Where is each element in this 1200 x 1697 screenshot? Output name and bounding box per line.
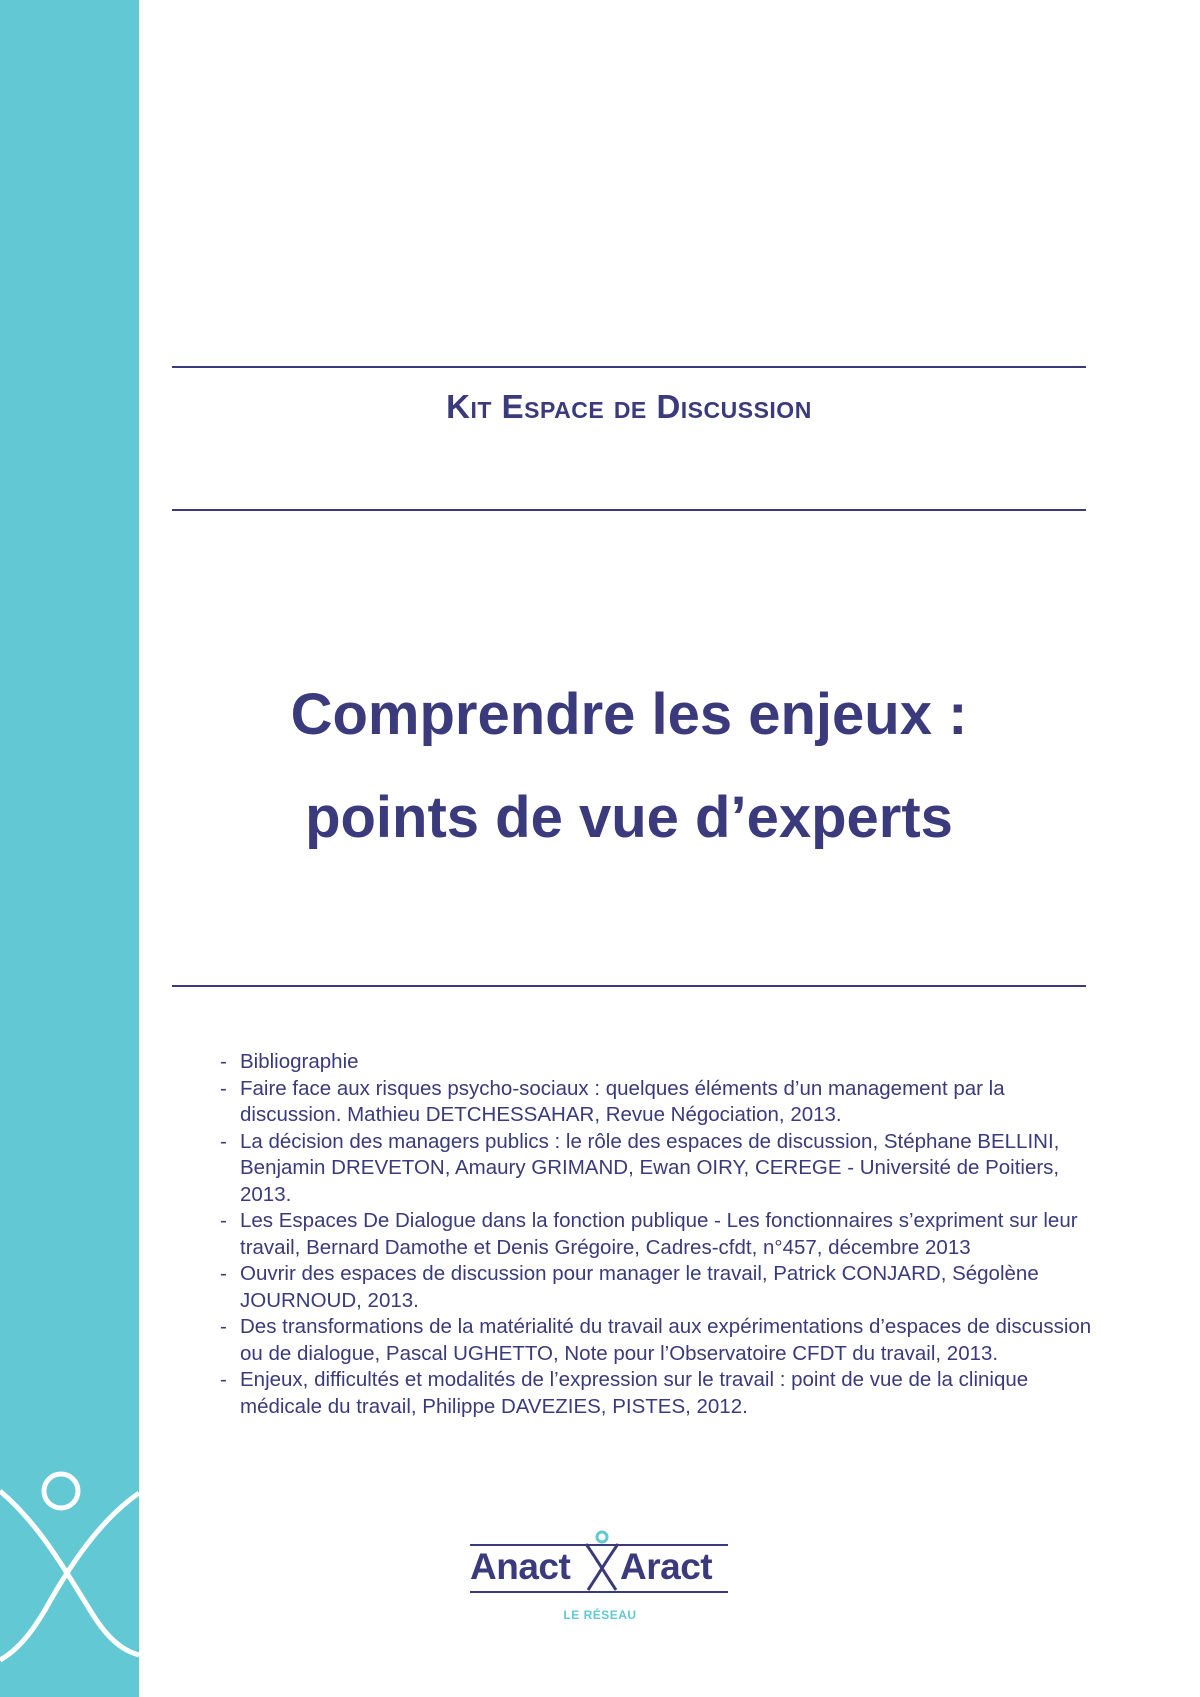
logo-right-word: Aract <box>620 1546 713 1587</box>
divider-middle <box>172 509 1086 511</box>
logo-cross-icon <box>582 1530 622 1594</box>
logo-left-word: Anact <box>470 1546 571 1587</box>
side-band <box>0 0 139 1697</box>
list-item: - Les Espaces De Dialogue dans la fonction publique - Les fonctionnaires s’expriment sur leur travail, Bernard Damothe et Denis Grégoire, Cadres-cfdt, n°457, décembre 2013 <box>218 1208 1098 1261</box>
logo-rule-bottom <box>470 1591 728 1593</box>
list-item: - Faire face aux risques psycho-sociaux : quelques éléments d’un management par la discussion. Mathieu DETCHESSAHAR, Revue Négociation, 2013. <box>218 1076 1098 1129</box>
divider-top <box>172 366 1086 368</box>
kit-title: Kit Espace de Discussion <box>446 388 812 425</box>
list-item: - La décision des managers publics : le rôle des espaces de discussion, Stéphane BELLINI, Benjamin DREVETON, Amaury GRIMAND, Ewan OIRY, CEREGE - Université de Poitiers, 2013. <box>218 1129 1098 1209</box>
list-item: - Bibliographie <box>218 1049 1098 1076</box>
list-item: - Ouvrir des espaces de discussion pour manager le travail, Patrick CONJARD, Ségolène JOURNOUD, 2013. <box>218 1261 1098 1314</box>
logo-tagline: LE RÉSEAU <box>563 1608 637 1622</box>
bibliography-list <box>218 1049 1098 1420</box>
main-title <box>172 663 1086 869</box>
figure-mark-icon <box>0 0 139 1697</box>
divider-bottom <box>172 985 1086 987</box>
list-item: - Des transformations de la matérialité du travail aux expérimentations d’espaces de discussion ou de dialogue, Pascal UGHETTO, Note pour l’Observatoire CFDT du travail, 2013. <box>218 1314 1098 1367</box>
anact-aract-logo <box>468 1530 732 1630</box>
list-item: - Enjeux, difficultés et modalités de l’expression sur le travail : point de vue de la clinique médicale du travail, Philippe DAVEZIES, PISTES, 2012. <box>218 1367 1098 1420</box>
main-title-line-2: points de vue d’experts <box>305 785 953 850</box>
main-title-line-1: Comprendre les enjeux : <box>290 682 968 747</box>
